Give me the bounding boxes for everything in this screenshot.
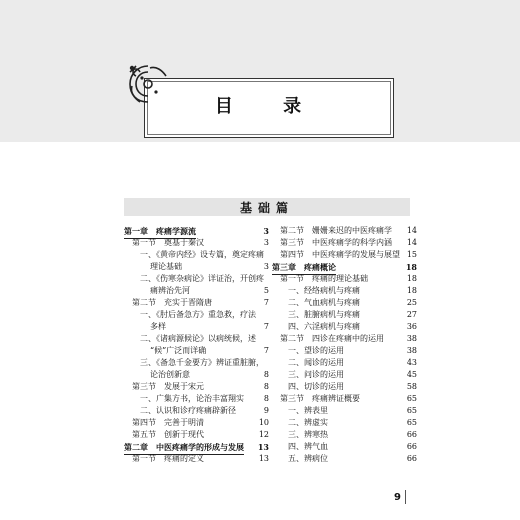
toc-entry-title: 一、辨表里 bbox=[288, 406, 328, 415]
toc-entry bbox=[124, 429, 269, 441]
toc-entry bbox=[124, 393, 269, 405]
toc-entry bbox=[124, 297, 269, 309]
toc-entry bbox=[272, 453, 417, 465]
toc-entry-page: 36 bbox=[406, 322, 417, 331]
toc-entry-title: 三、问诊的运用 bbox=[288, 370, 344, 379]
toc-entry bbox=[272, 249, 417, 261]
toc-entry-page: 8 bbox=[263, 382, 269, 391]
toc-entry bbox=[272, 285, 417, 297]
toc-entry-page: 10 bbox=[258, 418, 269, 427]
toc-entry bbox=[272, 381, 417, 393]
toc-entry-page: 9 bbox=[263, 406, 269, 415]
toc-entry-title: 一、经络病机与疼痛 bbox=[288, 286, 360, 295]
toc-entry bbox=[124, 369, 269, 381]
toc-entry bbox=[124, 333, 269, 345]
toc-entry-page: 3 bbox=[263, 262, 269, 271]
toc-entry bbox=[272, 273, 417, 285]
toc-entry-title: 二、《伤寒杂病论》详证治，开创疼 bbox=[140, 274, 264, 283]
toc-entry bbox=[124, 405, 269, 417]
toc-entry-page: 58 bbox=[406, 382, 417, 391]
toc-entry bbox=[124, 381, 269, 393]
toc-right-column bbox=[272, 225, 417, 465]
toc-entry-page: 18 bbox=[405, 262, 417, 272]
toc-entry-page: 66 bbox=[406, 454, 417, 463]
toc-entry-page: 13 bbox=[258, 454, 269, 463]
toc-entry-title: 理论基础 bbox=[150, 262, 182, 271]
toc-entry-page: 7 bbox=[263, 346, 269, 355]
toc-entry bbox=[272, 441, 417, 453]
toc-entry-title: 第二节 四诊在疼痛中的运用 bbox=[280, 334, 384, 343]
toc-entry-page: 65 bbox=[406, 406, 417, 415]
toc-entry-title: 四、六淫病机与疼痛 bbox=[288, 322, 360, 331]
toc-entry bbox=[124, 285, 269, 297]
toc-entry-title: 多样 bbox=[150, 322, 166, 331]
page-title: 目 录 bbox=[214, 96, 324, 117]
toc-entry bbox=[272, 237, 417, 249]
toc-entry-title: 二、《诸病源候论》以病统候，述 bbox=[140, 334, 256, 343]
toc-entry bbox=[124, 417, 269, 429]
toc-entry bbox=[272, 345, 417, 357]
toc-entry-title: 第二章 中医疼痛学的形成与发展 bbox=[124, 442, 244, 455]
toc-entry-page: 3 bbox=[263, 226, 269, 236]
section-heading-bar bbox=[124, 198, 410, 216]
toc-entry bbox=[272, 369, 417, 381]
toc-entry-title: 四、切诊的运用 bbox=[288, 382, 344, 391]
toc-entry-title: 第三节 发展于宋元 bbox=[132, 382, 204, 391]
toc-entry bbox=[272, 309, 417, 321]
toc-entry-title: 第三节 中医疼痛学的科学内涵 bbox=[280, 238, 392, 247]
toc-entry bbox=[124, 309, 269, 321]
toc-entry-page: 7 bbox=[263, 322, 269, 331]
section-heading: 基础篇 bbox=[239, 201, 294, 215]
toc-entry-page: 66 bbox=[406, 430, 417, 439]
toc-entry-page: 8 bbox=[263, 370, 269, 379]
toc-entry-title: 一、《肘后备急方》重急救，疗法 bbox=[140, 310, 256, 319]
toc-entry-title: 第二节 姗姗来迟的中医疼痛学 bbox=[280, 226, 392, 235]
toc-entry-page: 12 bbox=[258, 430, 269, 439]
toc-entry-page: 14 bbox=[406, 226, 417, 235]
toc-entry-title: 五、辨病位 bbox=[288, 454, 328, 463]
toc-entry bbox=[272, 357, 417, 369]
toc-entry-title: 一、望诊的运用 bbox=[288, 346, 344, 355]
toc-entry bbox=[124, 249, 269, 261]
toc-entry-title: 第一节 疼痛的理论基础 bbox=[280, 274, 368, 283]
toc-entry-title: 第一章 疼痛学源流 bbox=[124, 226, 196, 239]
toc-entry-title: 第五节 创新于现代 bbox=[132, 430, 204, 439]
toc-entry-title: 二、气血病机与疼痛 bbox=[288, 298, 360, 307]
toc-entry bbox=[272, 297, 417, 309]
toc-entry-page: 25 bbox=[406, 298, 417, 307]
toc-entry-page: 18 bbox=[406, 274, 417, 283]
toc-entry-title: 第一节 奠基于秦汉 bbox=[132, 238, 204, 247]
toc-entry-title: 三、脏腑病机与疼痛 bbox=[288, 310, 360, 319]
toc-entry bbox=[124, 261, 269, 273]
toc-entry bbox=[272, 225, 417, 237]
toc-entry-page: 65 bbox=[406, 394, 417, 403]
toc-entry-title: “候”广泛而详确 bbox=[150, 346, 207, 355]
toc-entry bbox=[272, 405, 417, 417]
toc-entry-title: 痛辨治先河 bbox=[150, 286, 190, 295]
page-number: 9 bbox=[394, 492, 401, 503]
toc-entry bbox=[272, 393, 417, 405]
toc-entry-title: 三、辨寒热 bbox=[288, 430, 328, 439]
toc-entry bbox=[272, 261, 417, 273]
toc-entry bbox=[124, 237, 269, 249]
toc-entry bbox=[272, 321, 417, 333]
toc-entry-page: 27 bbox=[406, 310, 417, 319]
toc-entry-title: 二、辨虚实 bbox=[288, 418, 328, 427]
toc-entry-title: 第三节 疼痛辨证概要 bbox=[280, 394, 360, 403]
toc-entry-title: 第四节 中医疼痛学的发展与展望 bbox=[280, 250, 400, 259]
toc-entry-title: 第二节 充实于晋隋唐 bbox=[132, 298, 212, 307]
toc-entry-page: 7 bbox=[263, 298, 269, 307]
toc-entry-page: 38 bbox=[406, 334, 417, 343]
toc-entry-page: 13 bbox=[257, 442, 269, 452]
toc-entry-title: 二、认识和诊疗疼痛辟新径 bbox=[140, 406, 236, 415]
toc-entry-page: 65 bbox=[406, 418, 417, 427]
toc-entry-page: 8 bbox=[263, 394, 269, 403]
toc-entry-title: 第四节 完善于明清 bbox=[132, 418, 204, 427]
toc-left-column bbox=[124, 225, 269, 465]
toc-entry bbox=[272, 429, 417, 441]
page-number-divider bbox=[405, 490, 406, 504]
toc-entry bbox=[124, 321, 269, 333]
toc-entry-title: 第三章 疼痛概论 bbox=[272, 262, 336, 275]
toc-entry bbox=[124, 345, 269, 357]
toc-entry-page: 15 bbox=[406, 250, 417, 259]
toc-entry-title: 二、闻诊的运用 bbox=[288, 358, 344, 367]
toc-entry-title: 一、广集方书，论治丰富翔实 bbox=[140, 394, 244, 403]
toc-entry-page: 66 bbox=[406, 442, 417, 451]
toc-entry-page: 43 bbox=[406, 358, 417, 367]
toc-entry-title: 三、《备急千金要方》辨证重脏腑， bbox=[140, 358, 264, 367]
toc-entry bbox=[272, 417, 417, 429]
toc-entry bbox=[124, 357, 269, 369]
toc-entry-title: 第一节 疼痛的定义 bbox=[132, 454, 204, 463]
toc-entry-title: 论治创新意 bbox=[150, 370, 190, 379]
toc-entry bbox=[124, 441, 269, 453]
toc-entry-page: 38 bbox=[406, 346, 417, 355]
toc-entry bbox=[272, 333, 417, 345]
toc-entry-title: 四、辨气血 bbox=[288, 442, 328, 451]
toc-entry-title: 一、《黄帝内经》设专篇，奠定疼痛 bbox=[140, 250, 264, 259]
toc-entry bbox=[124, 453, 269, 465]
toc-entry-page: 3 bbox=[263, 238, 269, 247]
toc-entry bbox=[124, 225, 269, 237]
toc-entry bbox=[124, 273, 269, 285]
toc-entry-page: 14 bbox=[406, 238, 417, 247]
toc-entry-page: 45 bbox=[406, 370, 417, 379]
toc-entry-page: 5 bbox=[263, 286, 269, 295]
toc-entry-page: 18 bbox=[406, 286, 417, 295]
